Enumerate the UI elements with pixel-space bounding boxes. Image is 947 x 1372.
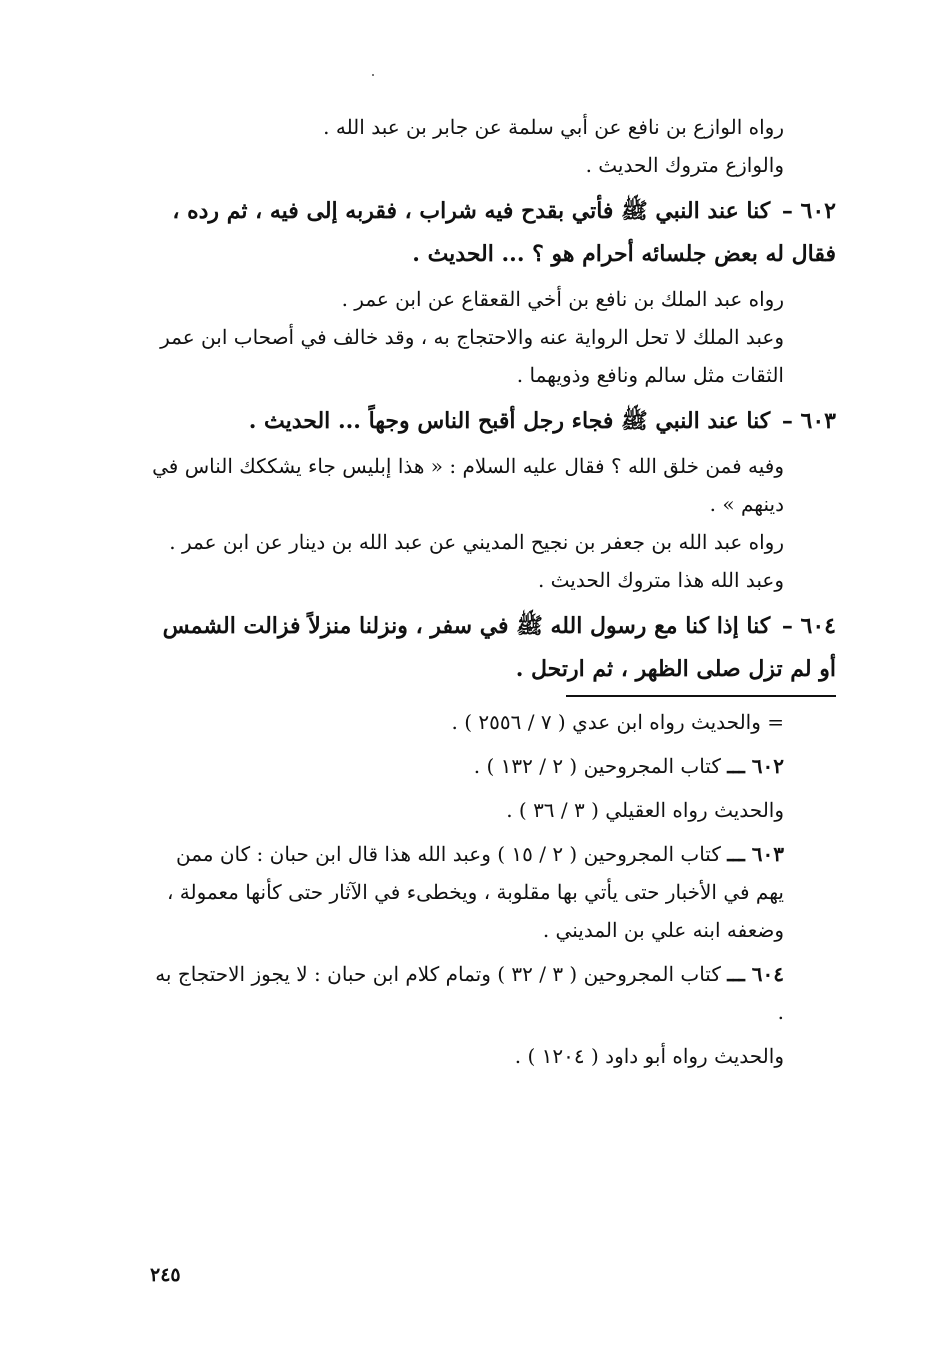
hadith-602: [150, 190, 836, 276]
footnote-text: كتاب المجروحين ( ٢ / ١٥ ) وعبد الله هذا قال ابن حبان : كان ممن يهم في الأخبار حتى يأتي بها مقلوبة ، ويخطىء في الآثار حتى كأنها معمولة ، وضعفه ابنه علي بن المديني .: [166, 842, 784, 942]
narration-paragraph: رواه الوازع بن نافع عن أبي سلمة عن جابر بن عبد الله .: [323, 115, 784, 139]
footnotes: [150, 703, 836, 1075]
scan-mark: [372, 74, 374, 76]
footnote-text: كتاب المجروحين ( ٣ / ٣٢ ) وتمام كلام ابن حبان : لا يجوز الاحتجاج به .: [155, 962, 784, 1024]
footnote-divider: [566, 695, 836, 697]
footnote: [150, 1037, 836, 1075]
hadith-number: ٦٠٣ –: [781, 408, 836, 434]
footnote: [150, 835, 836, 949]
footnote-text: كتاب المجروحين ( ٢ / ١٣٢ ) .: [473, 754, 721, 778]
footnote: [150, 791, 836, 829]
hadith-number: ٦٠٢ –: [781, 198, 836, 224]
narration-paragraph: وعبد الله هذا متروك الحديث .: [537, 568, 784, 592]
narration-paragraph: وفيه فمن خلق الله ؟ فقال عليه السلام : « هذا إبليس جاء يشككك الناس في دينهم » .: [152, 454, 784, 516]
footnote: [150, 747, 836, 785]
footnote: [150, 955, 836, 1031]
footnote-number: ٦٠٤ ـــ: [727, 962, 784, 986]
footnote: [150, 703, 836, 741]
page-number: ٢٤٥: [150, 1264, 181, 1286]
narration-paragraph: وعبد الملك لا تحل الرواية عنه والاحتجاج به ، وقد خالف في أصحاب ابن عمر الثقات مثل سالم ونافع وذويهما .: [160, 325, 784, 387]
narration-paragraph: والوازع متروك الحديث .: [585, 153, 784, 177]
hadith-text: كنا عند النبي ﷺ فجاء رجل أقبح الناس وجهاً ... الحديث .: [248, 408, 771, 434]
footnote-text: = والحديث رواه ابن عدي ( ٧ / ٢٥٥٦ ) .: [451, 710, 784, 734]
hadith-text: كنا إذا كنا مع رسول الله ﷺ في سفر ، ونزلنا منزلاً فزالت الشمس أو لم تزل صلى الظهر ، ثم ارتحل .: [162, 613, 836, 682]
narration-paragraph: رواه عبد الملك بن نافع بن أخي القعقاع عن ابن عمر .: [341, 287, 784, 311]
footnote-number: ٦٠٢ ـــ: [727, 754, 784, 778]
footnote-text: والحديث رواه أبو داود ( ١٢٠٤ ) .: [514, 1044, 784, 1068]
footnote-number: ٦٠٣ ـــ: [727, 842, 784, 866]
footnote-text: والحديث رواه العقيلي ( ٣ / ٣٦ ) .: [506, 798, 784, 822]
hadith-text: كنا عند النبي ﷺ فأتي بقدح فيه شراب ، فقربه إلى فيه ، ثم رده ، فقال له بعض جلسائه أحرام هو ؟ ... الحديث .: [172, 198, 836, 267]
hadith-603: [150, 400, 836, 443]
hadith-number: ٦٠٤ –: [781, 613, 836, 639]
hadith-604: [150, 605, 836, 691]
main-text: [150, 108, 836, 1081]
narration-paragraph: رواه عبد الله بن جعفر بن نجيح المديني عن عبد الله بن دينار عن ابن عمر .: [169, 530, 784, 554]
